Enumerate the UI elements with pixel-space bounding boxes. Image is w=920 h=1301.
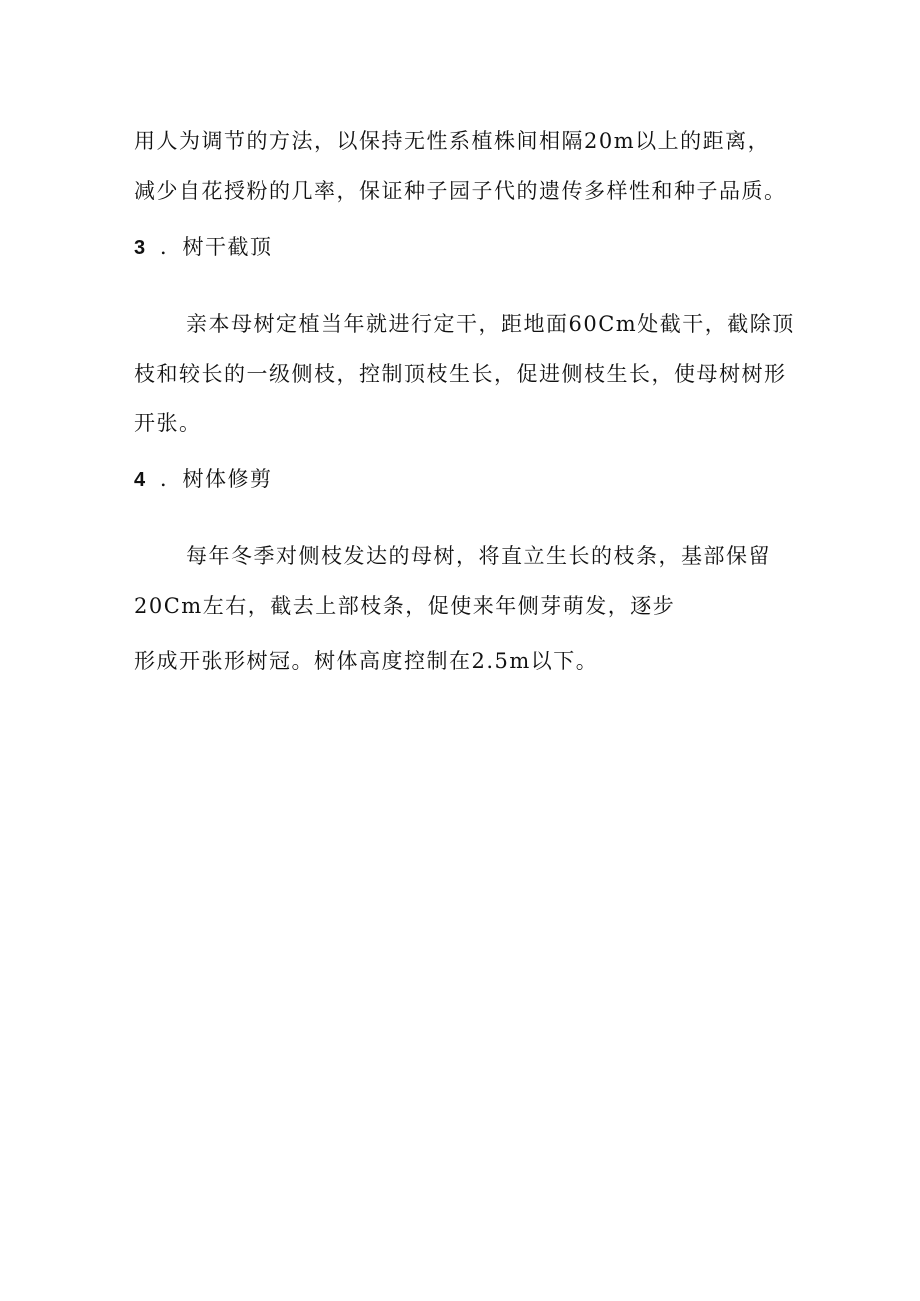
section-number: 3	[134, 237, 147, 259]
paragraph-line: 亲本母树定植当年就进行定干，距地面60Cm处截干，截除顶	[186, 312, 795, 336]
paragraph-line: 形成开张形树冠。树体高度控制在2.5m以下。	[134, 649, 599, 673]
section-title: ．树干截顶	[160, 235, 273, 259]
paragraph-line: 用人为调节的方法，以保持无性系植株间相隔20m以上的距离，	[134, 129, 771, 153]
paragraph-line: 每年冬季对侧枝发达的母树，将直立生长的枝条，基部保留	[186, 544, 771, 568]
section-heading	[134, 232, 273, 263]
paragraph-line: 枝和较长的一级侧枝，控制顶枝生长，促进侧枝生长，使母树树形	[134, 362, 787, 386]
section-number: 4	[134, 469, 147, 491]
paragraph-line: 减少自花授粉的几率，保证种子园子代的遗传多样性和种子品质。	[134, 179, 787, 203]
section-heading	[134, 464, 273, 495]
paragraph-line: 20Cm左右，截去上部枝条，促使来年侧芽萌发，逐步	[134, 594, 676, 618]
section-title: ．树体修剪	[160, 467, 273, 491]
paragraph-line: 开张。	[134, 411, 202, 435]
